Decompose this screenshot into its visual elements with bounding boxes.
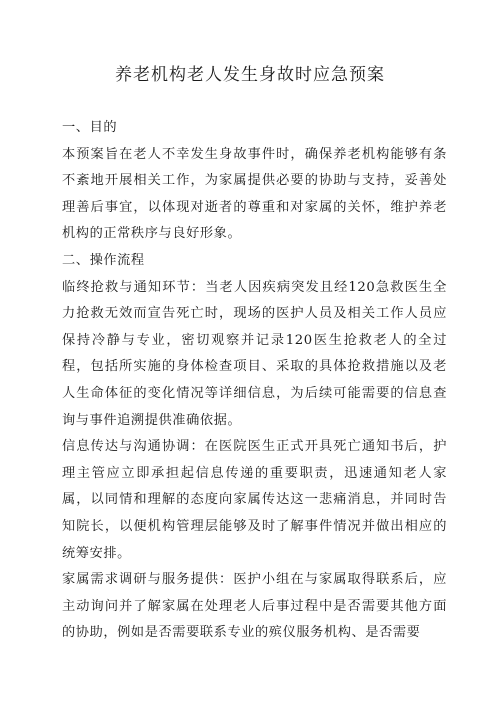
section-heading-procedure: 二、操作流程	[62, 252, 145, 268]
procedure-paragraph-family-needs: 家属需求调研与服务提供：医护小组在与家属取得联系后，应主动询问并了解家属在处理老人后事过程中是否需要其他方面的协助，例如是否需要联系专业的殡仪服务机构、是否需要	[62, 572, 447, 641]
document-body	[62, 115, 447, 647]
procedure-paragraph-rescue: 临终抢救与通知环节：当老人因疾病突发且经120急救医生全力抢救无效而宣告死亡时，现场的医护人员及相关工作人员应保持冷静与专业，密切观察并记录120医生抢救老人的全过程，包括所实施的身体检查项目、采取的具体抢救措施以及老人生命体征的变化情况等详细信息，为后续可能需要的信息查询与事件追溯提供准确依据。	[62, 279, 447, 428]
section-heading-purpose: 一、目的	[62, 120, 118, 135]
procedure-paragraph-communication: 信息传达与沟通协调：在医院医生正式开具死亡通知书后，护理主管应立即承担起信息传递的重要职责，迅速通知老人家属，以同情和理解的态度向家属传达这一悲痛消息，并同时告知院长，以便机构管理层能够及时了解事件情况并做出相应的统筹安排。	[62, 439, 447, 561]
document-title: 养老机构老人发生身故时应急预案	[115, 65, 385, 85]
purpose-paragraph: 本预案旨在老人不幸发生身故事件时，确保养老机构能够有条不紊地开展相关工作，为家属提供必要的协助与支持，妥善处理善后事宜，以体现对逝者的尊重和对家属的关怀，维护养老机构的正常秩序与良好形象。	[62, 146, 447, 242]
